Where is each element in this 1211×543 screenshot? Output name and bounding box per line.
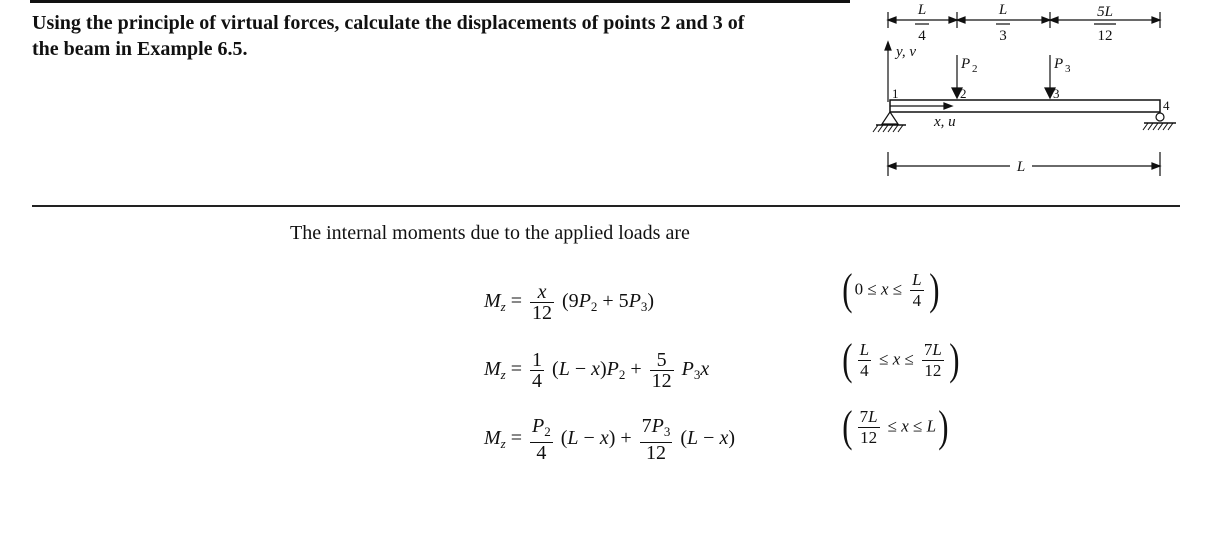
load2-sub: 2 — [972, 63, 978, 75]
seg2-num: L — [998, 2, 1008, 18]
seg1-den: 4 — [918, 28, 926, 44]
node-3: 3 — [1053, 86, 1060, 101]
span-label: L — [1016, 159, 1026, 175]
equation-3: $M_z$ = $\frac{P_2}{4}$ (L − x) + $\frac{7P_3}{12}$ (L − x) — [484, 415, 736, 464]
equation-1-range: ( 0 ≤ x ≤ $\frac{L}{4}$ ) — [842, 265, 940, 314]
equation-2-range: ( $\frac{L}{4}$ ≤ x ≤ $\frac{7L}{12}$ ) — [842, 335, 960, 384]
solution-intro: The internal moments due to the applied loads are — [290, 222, 690, 244]
problem-statement — [32, 10, 852, 62]
node-4: 4 — [1163, 98, 1170, 113]
seg1-num: L — [917, 2, 927, 18]
load2-label: P — [961, 56, 971, 72]
equation-1: $M_z$ = $\frac{x}{12}$ $(9P_2 + 5P_3)$ — [484, 281, 655, 324]
y-axis-label: y, v — [896, 44, 916, 60]
equation-2: $M_z$ = $\frac{1}{4}$ $(L - x)P_2$ + $\frac{5}{12}$ $P_3x$ — [484, 349, 710, 392]
top-rule — [30, 0, 850, 3]
seg3-num: 5L — [1097, 4, 1113, 20]
seg3-den: 12 — [1097, 28, 1113, 44]
problem-line-1: Using the principle of virtual forces, calculate the displacements of points 2 and 3 of — [32, 12, 745, 34]
x-axis-label: x, u — [934, 114, 956, 130]
node-1: 1 — [892, 86, 899, 101]
section-divider — [32, 205, 1180, 207]
node-2: 2 — [960, 86, 967, 101]
problem-line-2: the beam in Example 6.5. — [32, 38, 248, 60]
load3-label: P — [1054, 56, 1064, 72]
load3-sub: 3 — [1065, 63, 1071, 75]
equation-3-range: ( $\frac{7L}{12}$ ≤ x ≤ L) — [842, 402, 949, 451]
seg2-den: 3 — [999, 28, 1007, 44]
beam-diagram — [860, 0, 1190, 190]
